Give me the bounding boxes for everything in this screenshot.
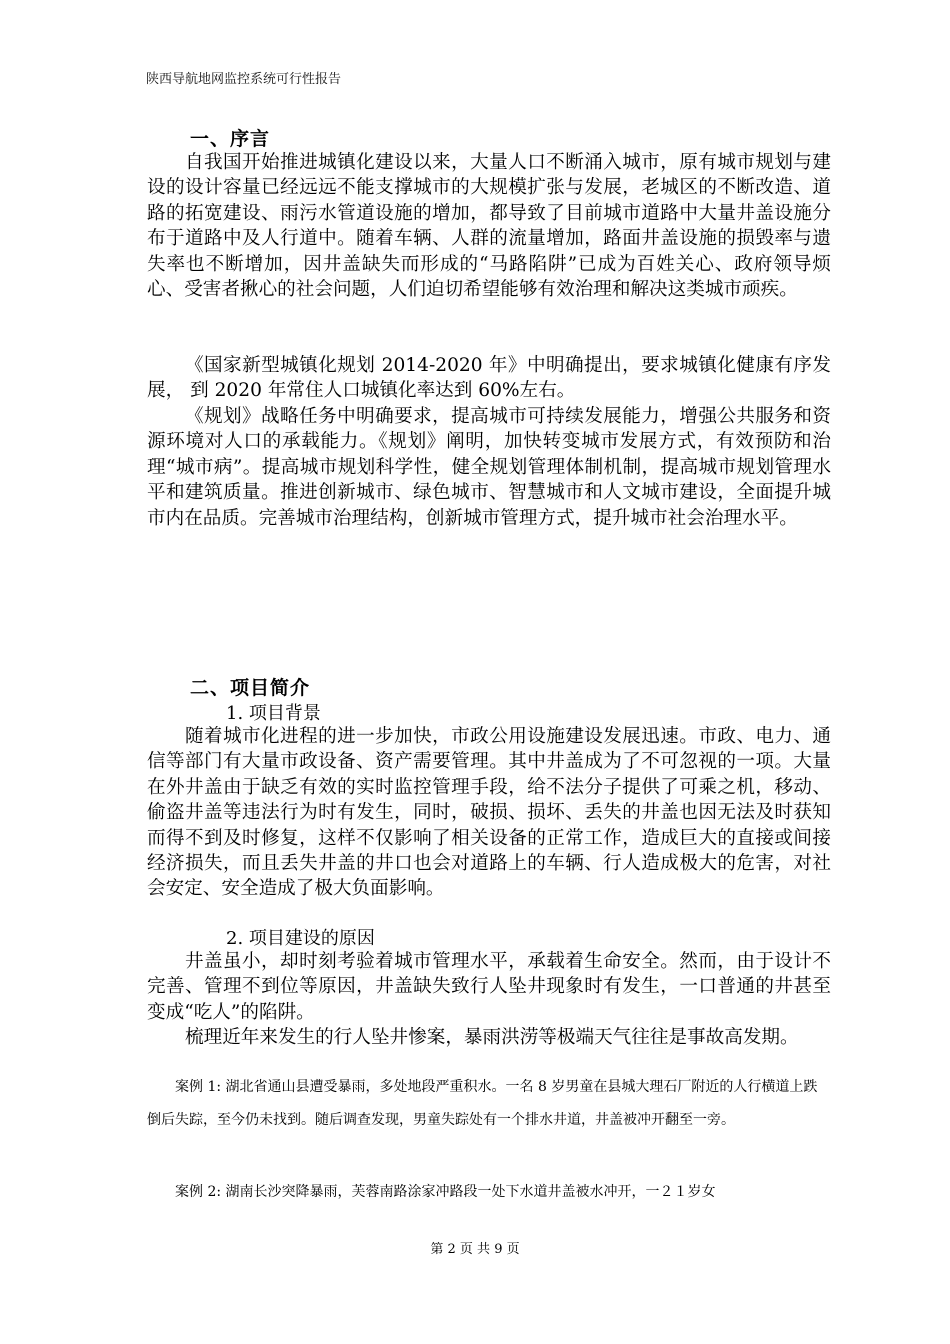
case-2-paragraph: 案例 2: 湖南长沙突降暴雨，芙蓉南路涂家冲路段一处下水道井盖被水冲开，一２１岁女 — [175, 1184, 716, 1200]
subheading-project-reasons: 2. 项目建设的原因 — [226, 928, 375, 949]
section-heading-preface: 一、序言 — [190, 128, 271, 150]
running-header: 陕西导航地网监控系统可行性报告 — [146, 72, 342, 87]
background-paragraph: 随着城市化进程的进一步加快，市政公用设施建设发展迅速。市政、电力、通信等部门有大量市政设备、资产需要管理。其中井盖成为了不可忽视的一项。大量在外井盖由于缺乏有效的实时监控管理手段，给不法分子提供了可乘之机，移动、偷盗井盖等违法行为时有发生，同时，破损、损坏、丢失的井盖也因无法及时获知而得不到及时修复，这样不仅影响了相关设备的正常工作，造成巨大的直接或间接经济损失，而且丢失井盖的井口也会对道路上的车辆、行人造成极大的危害，对社会安定、安全造成了极大负面影响。 — [147, 726, 831, 900]
reasons-paragraph-1: 井盖虽小，却时刻考验着城市管理水平，承载着生命安全。然而，由于设计不完善、管理不到位等原因，井盖缺失致行人坠井现象时有发生，一口普通的井甚至变成“吃人”的陷阱。 — [147, 951, 831, 1023]
preface-paragraph-1: 自我国开始推进城镇化建设以来，大量人口不断涌入城市，原有城市规划与建设的设计容量已经远远不能支撑城市的大规模扩张与发展，老城区的不断改造、道路的拓宽建设、雨污水管道设施的增加，都导致了目前城市道路中大量井盖设施分布于道路中及人行道中。随着车辆、人群的流量增加，路面井盖设施的损毁率与遗失率也不断增加，因井盖缺失而形成的“马路陷阱”已成为百姓关心、政府领导烦心、受害者揪心的社会问题，人们迫切希望能够有效治理和解决这类城市顽疾。 — [147, 152, 831, 301]
preface-paragraph-2: 《国家新型城镇化规划 2014-2020 年》中明确提出，要求城镇化健康有序发展， 到 2020 年常住人口城镇化率达到 60%左右。 — [147, 355, 831, 402]
section-heading-project-intro: 二、项目简介 — [190, 677, 311, 699]
reasons-paragraph-2: 梳理近年来发生的行人坠井惨案，暴雨洪涝等极端天气往往是事故高发期。 — [185, 1027, 799, 1048]
page-number-footer: 第 2 页 共 9 页 — [430, 1242, 520, 1257]
preface-paragraph-3: 《规划》战略任务中明确要求，提高城市可持续发展能力，增强公共服务和资源环境对人口的承载能力。《规划》阐明，加快转变城市发展方式，有效预防和治理“城市病”。提高城市规划科学性，健全规划管理体制机制，提高城市规划管理水平和建筑质量。推进创新城市、绿色城市、智慧城市和人文城市建设，全面提升城市内在品质。完善城市治理结构，创新城市管理方式，提升城市社会治理水平。 — [147, 406, 831, 529]
subheading-project-background: 1. 项目背景 — [226, 703, 321, 724]
case-1-paragraph: 案例 1: 湖北省通山县遭受暴雨，多处地段严重积水。一名 8 岁男童在县城大理石厂附近的人行横道上跌倒后失踪，至今仍未找到。随后调查发现，男童失踪处有一个排水井道，井盖被冲开翻至一旁。 — [147, 1079, 818, 1128]
